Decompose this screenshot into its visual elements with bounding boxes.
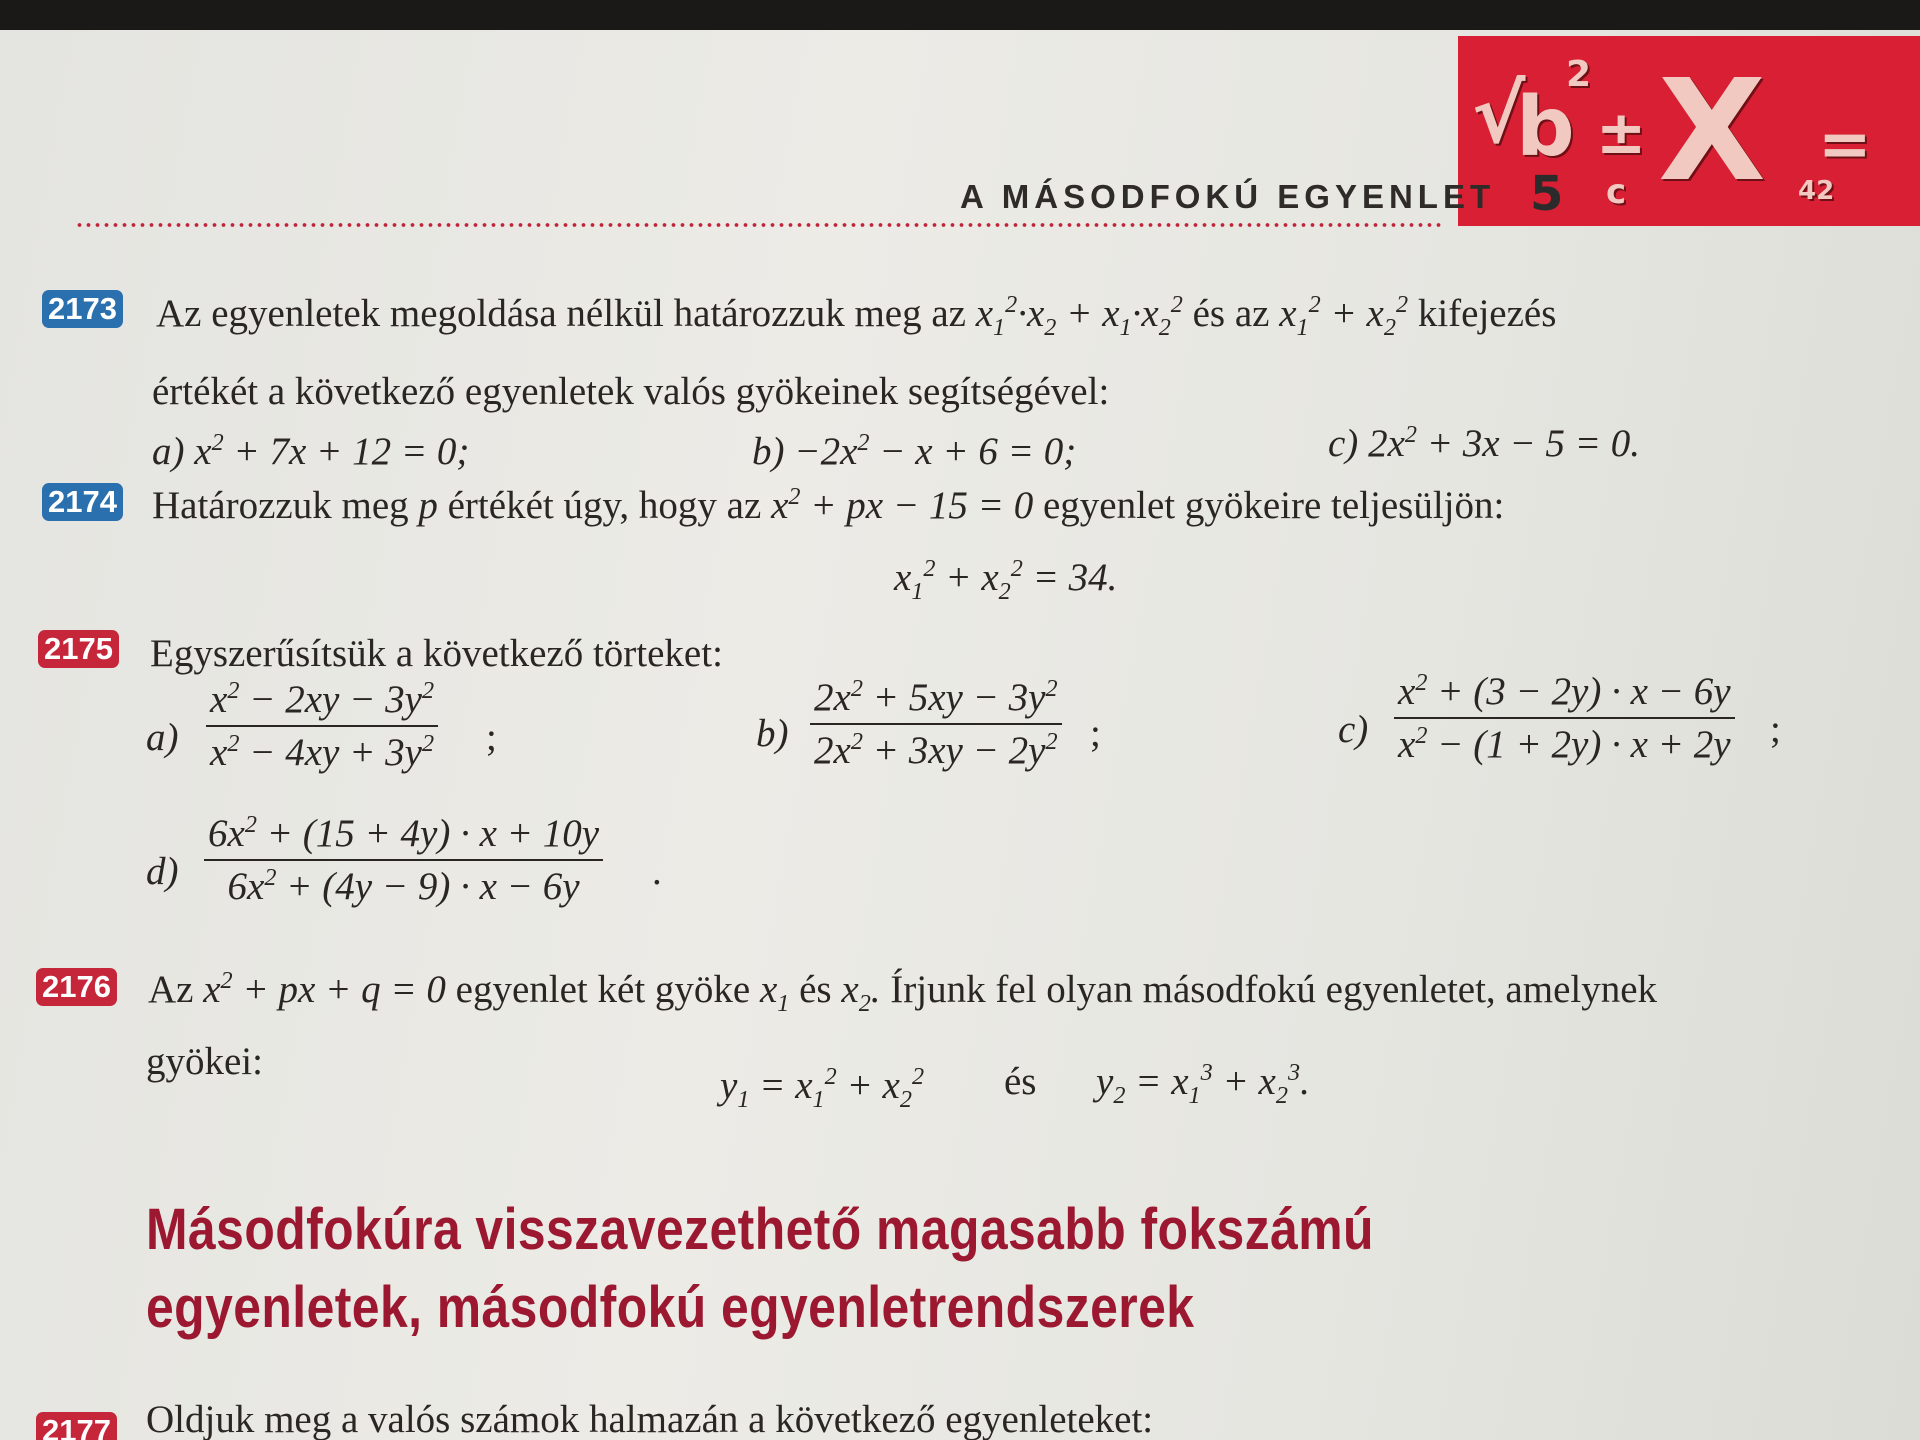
banner-glyph-x: X xyxy=(1658,50,1766,213)
running-head: A MÁSODFOKÚ EGYENLET xyxy=(960,178,1496,215)
ex2175-b-denominator: $2x^2 + 3xy - 2y^2$ xyxy=(814,728,1058,772)
banner-glyph-c: c xyxy=(1606,172,1627,212)
ex2175-fraction-d xyxy=(204,811,603,908)
ex2174-line1 xyxy=(152,483,1505,527)
ex2176-x2: $x_2$. xyxy=(841,968,881,1017)
ex2175-c-numerator: $x^2 + (3 - 2y) \cdot x - 6y$ xyxy=(1394,672,1735,719)
ex2175-a-numerator: $x^2 - 2xy - 3y^2$ xyxy=(206,680,438,727)
exercise-number-2175: 2175 xyxy=(38,630,119,668)
header-banner-art xyxy=(1458,36,1920,226)
ex2175-end-d: . xyxy=(652,850,662,893)
ex2176-line1 xyxy=(148,967,1658,1017)
ex2175-c-denominator: $x^2 - (1 + 2y) \cdot x + 2y$ xyxy=(1398,722,1731,766)
ex2175-label-b: b) xyxy=(756,712,789,755)
ex2176-text-1: Az xyxy=(148,968,194,1011)
ex2173-eq-a: $x^2 + 7x + 12 = 0$; xyxy=(194,429,470,473)
ex2176-text-3: és xyxy=(799,968,832,1011)
ex2175-sep-c: ; xyxy=(1770,708,1781,751)
ex2174-text-a: Határozzuk meg xyxy=(152,484,409,527)
exercise-number-2173: 2173 xyxy=(42,290,123,328)
ex2175-sep-b: ; xyxy=(1090,712,1101,755)
exercise-number-2174: 2174 xyxy=(42,483,123,521)
ex2173-eq-c: $2x^2 + 3x - 5 = 0$. xyxy=(1368,421,1640,465)
ex2173-label-c: c) xyxy=(1328,422,1359,465)
ex2176-and: és xyxy=(1004,1060,1037,1103)
ex2174-text-b: értékét úgy, hogy az xyxy=(447,484,762,527)
ex2173-label-b: b) xyxy=(752,430,785,473)
ex2173-expr1: $x_1^2\cdot x_2 + x_1\cdot x_2^2$ xyxy=(975,291,1183,341)
banner-glyph-root: √ xyxy=(1472,68,1526,161)
ex2175-d-numerator: $6x^2 + (15 + 4y) \cdot x + 10y$ xyxy=(204,814,603,861)
ex2175-fraction-b xyxy=(810,675,1062,772)
ex2176-eq: $x^2$ + px + q = 0 xyxy=(203,967,446,1011)
ex2173-text-b: és az xyxy=(1192,292,1270,335)
ex2174-text-c: egyenlet gyökeire teljesüljön: xyxy=(1042,484,1505,527)
ex2173-line2: értékét a következő egyenletek valós gyökeinek segítségével: xyxy=(152,370,1110,413)
ex2175-fraction-c xyxy=(1394,669,1735,766)
ex2175-sep-a: ; xyxy=(486,716,497,759)
ex2173-item-a xyxy=(152,429,470,473)
banner-glyph-plusminus: ± xyxy=(1596,98,1647,168)
ex2176-line2: gyökei: xyxy=(146,1040,263,1083)
ex2175-d-denominator: $6x^2 + (4y - 9) \cdot x - 6y$ xyxy=(227,864,580,908)
ex2175-label-a: a) xyxy=(146,716,179,759)
ex2173-text-a: Az egyenletek megoldása nélkül határozzuk meg az xyxy=(156,292,966,335)
ex2176-text-4: Írjunk fel olyan másodfokú egyenletet, amelynek xyxy=(890,968,1658,1011)
book-page xyxy=(0,30,1920,1440)
top-shadow xyxy=(0,0,1920,30)
ex2173-label-a: a) xyxy=(152,430,185,473)
ex2175-b-numerator: $2x^2 + 5xy - 3y^2$ xyxy=(810,678,1062,725)
ex2176-text-2: egyenlet két gyöke xyxy=(455,968,751,1011)
header-dotted-rule xyxy=(75,222,1443,228)
ex2176-y1: $y_1 = x_1^2 + x_2^2$ xyxy=(720,1063,925,1113)
exercise-number-2177: 2177 xyxy=(36,1412,117,1440)
ex2177-text: Oldjuk meg a valós számok halmazán a következő egyenleteket: xyxy=(146,1398,1154,1440)
section-heading-line2: egyenletek, másodfokú egyenletrendszerek xyxy=(146,1275,1195,1340)
ex2173-text-c: kifejezés xyxy=(1417,292,1557,335)
banner-glyph-exponent: 2 xyxy=(1566,54,1592,95)
ex2175-label-c: c) xyxy=(1338,708,1369,751)
banner-glyph-b: b xyxy=(1516,80,1575,175)
ex2173-item-c xyxy=(1328,421,1640,465)
ex2174-var-p: p xyxy=(418,484,438,527)
ex2176-x1: $x_1$ xyxy=(759,968,790,1017)
ex2173-expr2: $x_1^2 + x_2^2$ xyxy=(1279,291,1409,341)
ex2175-a-denominator: $x^2 - 4xy + 3y^2$ xyxy=(210,730,435,774)
banner-glyph-5: 5 xyxy=(1530,166,1564,222)
ex2175-text: Egyszerűsítsük a következő törteket: xyxy=(150,632,723,675)
ex2175-fraction-a xyxy=(206,677,438,774)
banner-glyph-equals: = xyxy=(1818,108,1872,182)
ex2174-eq: $x^2$ + px − 15 = 0 xyxy=(771,483,1034,527)
ex2173-eq-b: $-2x^2 - x + 6 = 0$; xyxy=(794,429,1077,473)
ex2173-line1 xyxy=(156,291,1557,341)
ex2176-y2: $y_2 = x_1^3 + x_2^3$. xyxy=(1096,1059,1310,1109)
ex2174-condition: $x_1^2 + x_2^2 = 34$. xyxy=(894,555,1118,605)
banner-glyph-42: 42 xyxy=(1798,176,1835,206)
ex2173-item-b xyxy=(752,429,1077,473)
exercise-number-2176: 2176 xyxy=(36,968,117,1006)
section-heading-line1: Másodfokúra visszavezethető magasabb fokszámú xyxy=(146,1197,1374,1262)
ex2175-label-d: d) xyxy=(146,850,179,893)
